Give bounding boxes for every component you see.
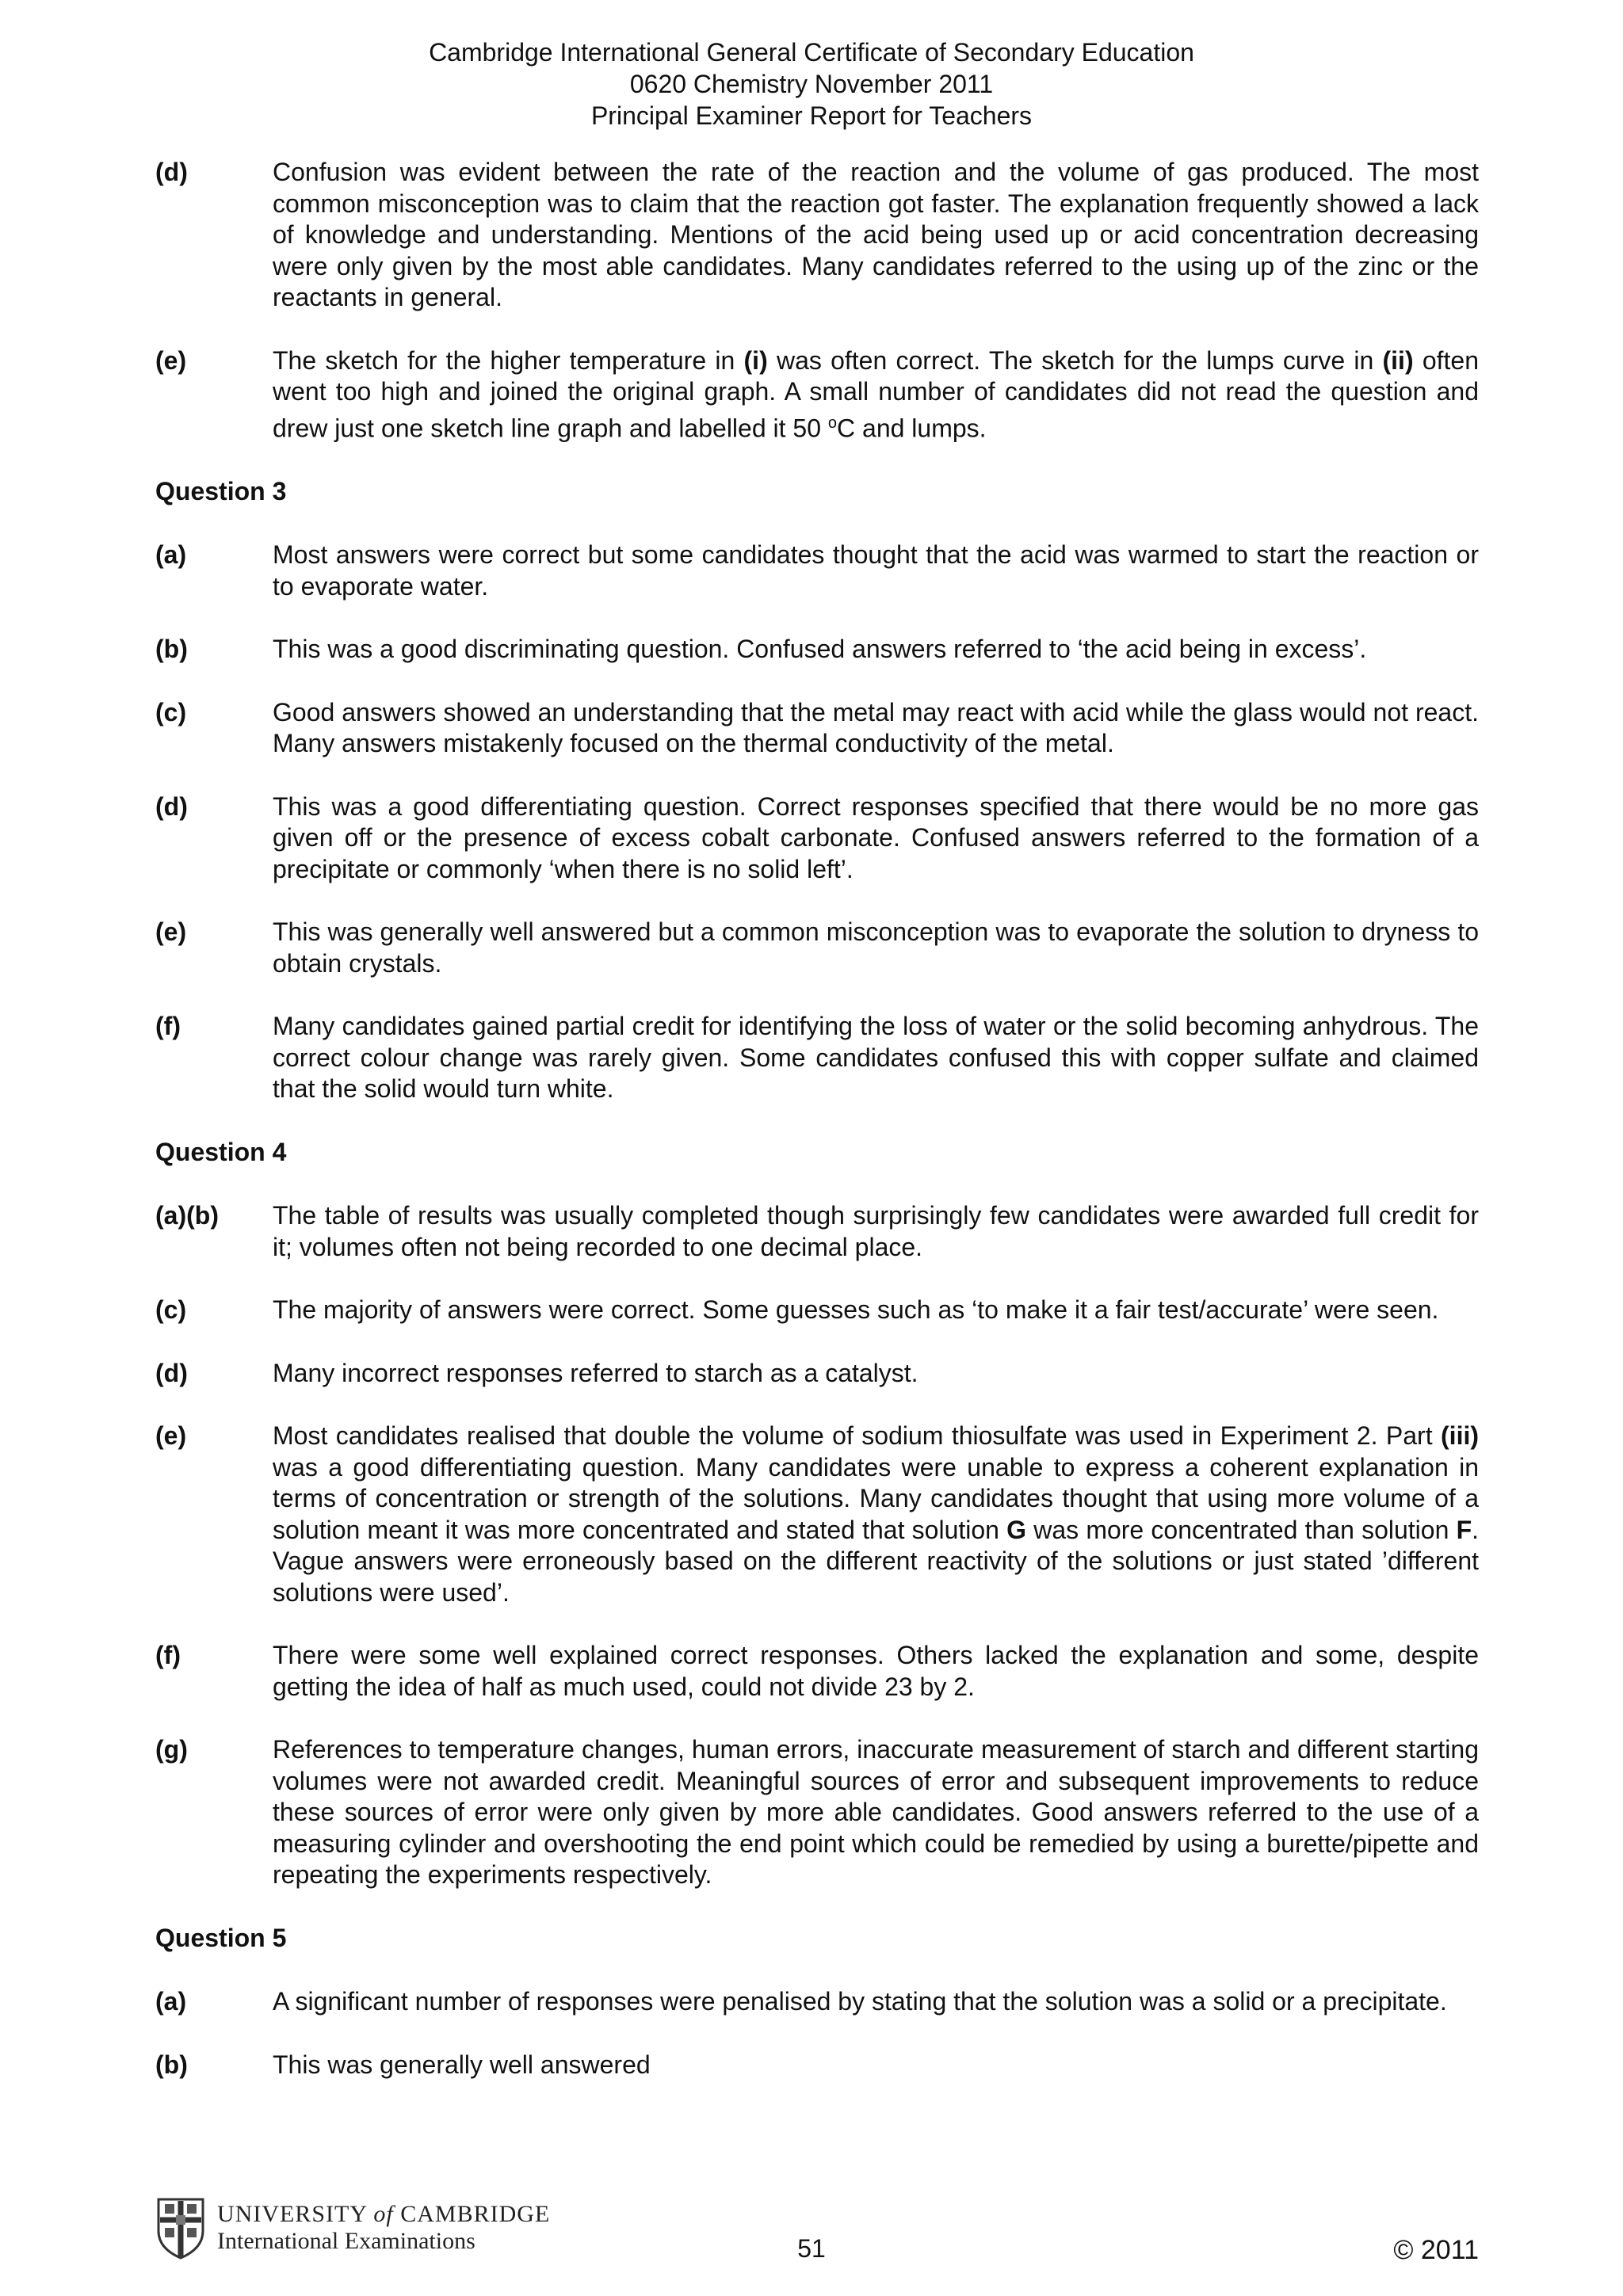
text-run: was a good differentiating question. Many candidates were unable to express a coherent explanation in terms of concentration or strength of the solutions. Many candidates thought that using more volume of a solution meant it was more concentrated and stated that solution: [273, 1452, 1479, 1544]
part-label: (b): [155, 635, 188, 664]
q4-part-f: [155, 1640, 1479, 1703]
page-header: [0, 36, 1623, 132]
question-4-heading: Question 4: [155, 1137, 287, 1166]
part-label: (f): [155, 1641, 181, 1670]
logo-line-1: [217, 2201, 550, 2228]
part-label: (e): [155, 345, 187, 375]
text-run: C and lumps.: [837, 414, 987, 443]
part-label: (d): [155, 158, 188, 186]
part-label: (c): [155, 1295, 187, 1325]
logo-text-run: of: [373, 2201, 394, 2227]
part-text: The majority of answers were correct. Some guesses such as ‘to make it a fair test/accurate’ were seen.: [273, 1295, 1439, 1325]
part-text: Many incorrect responses referred to starch as a catalyst.: [273, 1358, 918, 1387]
text-run: . Vague answers were erroneously based on the different reactivity of the solutions or just stated ’different solutions were used’.: [273, 1515, 1480, 1607]
report-body: [155, 157, 1479, 2112]
q4-part-g: [155, 1734, 1479, 1891]
part-label: (a): [155, 1987, 187, 2016]
part-text: There were some well explained correct responses. Others lacked the explanation and some, despite getting the idea of half as much used, could not divide 23 by 2.: [273, 1641, 1479, 1701]
q3-part-f: [155, 1011, 1479, 1105]
question-3-heading: Question 3: [155, 476, 287, 505]
logo-text-run: UNIVERSITY: [217, 2201, 367, 2227]
bold-run: (i): [743, 345, 768, 375]
q2-part-d: [155, 157, 1479, 314]
part-text: References to temperature changes, human errors, inaccurate measurement of starch and different starting volumes were not awarded credit. Meaningful sources of error and subsequent improvements to reduce these sources of error were only given by more able candidates. Good answers referred to the use of a measuring cylinder and overshooting the end point which could be remedied by using a burette/pipette and repeating the experiments respectively.: [273, 1735, 1479, 1890]
bold-run: (iii): [1441, 1421, 1479, 1451]
text-run: The sketch for the higher temperature in: [273, 345, 744, 375]
text-run: was more concentrated than solution: [1026, 1515, 1457, 1544]
text-run: often went too high and joined the original graph. A small number of candidates did not read the question and drew just one sketch line graph and labelled it 50: [273, 345, 1480, 443]
q3-part-e: [155, 917, 1479, 979]
degree-superscript: o: [827, 414, 838, 432]
part-label: (d): [155, 791, 188, 821]
part-text: Many candidates gained partial credit for identifying the loss of water or the solid becoming anhydrous. The correct colour change was rarely given. Some candidates confused this with copper sulfate and claimed that the solid would turn white.: [273, 1012, 1479, 1104]
part-text: This was generally well answered but a common misconception was to evaporate the solution to dryness to obtain crystals.: [273, 917, 1479, 978]
q3-part-c: [155, 697, 1479, 760]
q3-part-a: [155, 540, 1479, 602]
part-label: (g): [155, 1735, 188, 1764]
logo-line-2: International Examinations: [217, 2228, 475, 2254]
part-text: This was a good differentiating question. Correct responses specified that there would be no more gas given off or the presence of excess cobalt carbonate. Confused answers referred to the formation of a precipitate or commonly ‘when there is no solid left’.: [273, 791, 1479, 883]
page-number: 51: [797, 2234, 826, 2263]
q4-part-e: [155, 1421, 1479, 1608]
part-text: This was generally well answered: [273, 2050, 651, 2079]
bold-run: G: [1006, 1515, 1027, 1544]
part-label: (c): [155, 697, 187, 727]
bold-run: (ii): [1382, 345, 1414, 375]
part-label: (e): [155, 1421, 187, 1451]
part-text: Good answers showed an understanding that the metal may react with acid while the glass would not react. Many answers mistakenly focused on the thermal conductivity of the metal.: [273, 697, 1479, 758]
logo-text-run: CAMBRIDGE: [400, 2201, 551, 2227]
part-text: The table of results was usually completed though surprisingly few candidates were awarded full credit for it; volumes often not being recorded to one decimal place.: [273, 1201, 1479, 1261]
part-label: (f): [155, 1012, 181, 1041]
q4-part-ab: [155, 1200, 1479, 1263]
part-text: [273, 1421, 1479, 1608]
q3-part-b: [155, 634, 1479, 666]
part-text: [273, 345, 1479, 444]
part-text: Confusion was evident between the rate of the reaction and the volume of gas produced. The most common misconception was to claim that the reaction got faster. The explanation frequently showed a lack of knowledge and understanding. Mentions of the acid being used up or acid concentration decreasing were only given by the most able candidates. Many candidates referred to the using up of the zinc or the reactants in general.: [273, 158, 1479, 311]
q4-part-c: [155, 1295, 1479, 1326]
part-text: A significant number of responses were penalised by stating that the solution was a solid or a precipitate.: [273, 1987, 1447, 2016]
header-line-1: Cambridge International General Certificate of Secondary Education: [429, 38, 1194, 67]
question-5-heading: Question 5: [155, 1923, 287, 1952]
q5-part-b: [155, 2050, 1479, 2081]
header-line-2: 0620 Chemistry November 2011: [629, 70, 994, 98]
q4-part-d: [155, 1358, 1479, 1390]
part-label: (b): [155, 2050, 188, 2079]
q2-part-e: [155, 345, 1479, 444]
bold-run: F: [1456, 1515, 1472, 1544]
header-line-3: Principal Examiner Report for Teachers: [590, 101, 1033, 130]
q5-part-a: [155, 1986, 1479, 2018]
text-run: Most candidates realised that double the volume of sodium thiosulfate was used in Experiment 2. Part: [273, 1421, 1442, 1451]
part-label: (e): [155, 917, 187, 947]
part-text: This was a good discriminating question. Confused answers referred to ‘the acid being in excess’.: [273, 635, 1367, 664]
text-run: was often correct. The sketch for the lumps curve in: [767, 345, 1383, 375]
part-label: (a)(b): [155, 1201, 219, 1230]
part-text: Most answers were correct but some candidates thought that the acid was warmed to start the reaction or to evaporate water.: [273, 540, 1479, 601]
q3-part-d: [155, 791, 1479, 886]
part-label: (d): [155, 1358, 188, 1387]
part-label: (a): [155, 540, 187, 570]
copyright-notice: © 2011: [1393, 2235, 1479, 2265]
